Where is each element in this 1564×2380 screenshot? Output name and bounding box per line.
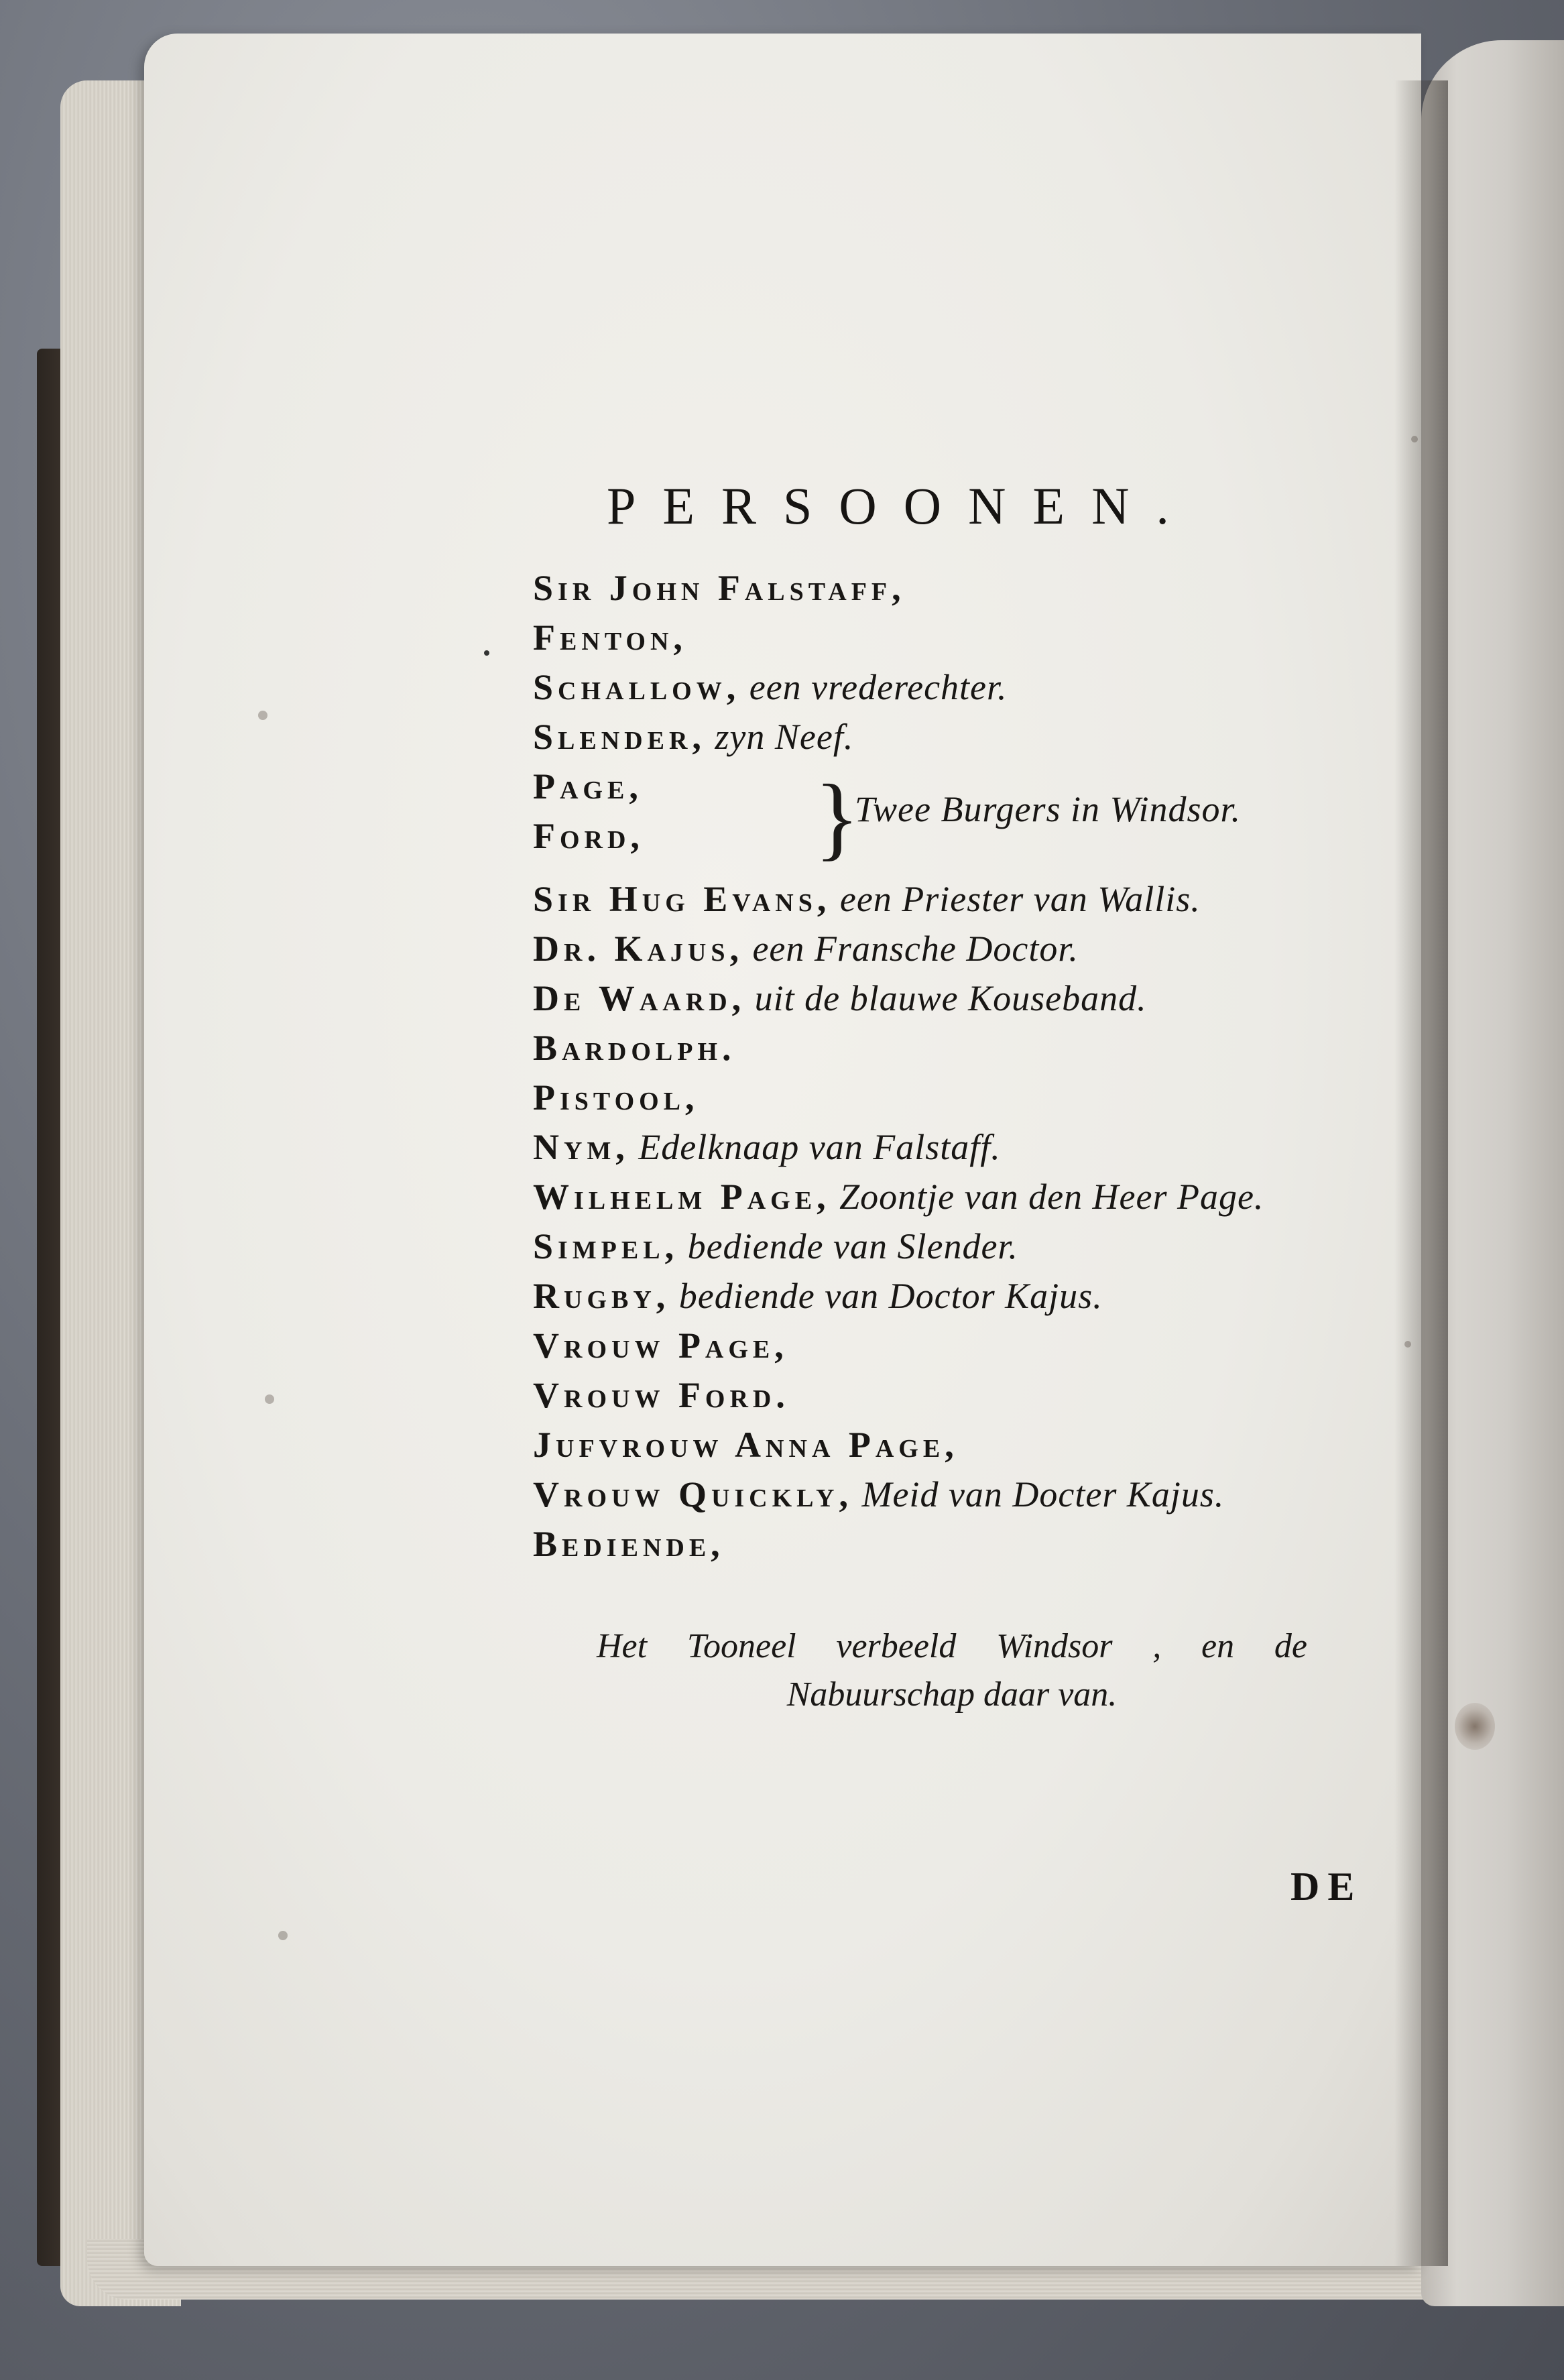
cast-name: Sir Hug Evans, — [533, 879, 831, 919]
cast-row — [533, 712, 1264, 762]
cast-pair-group — [533, 762, 1264, 870]
cast-row — [533, 1321, 1264, 1370]
cast-description: zyn Neef. — [715, 717, 854, 757]
cast-name: Slender, — [533, 717, 706, 757]
cast-name: Bardolph. — [533, 1028, 736, 1068]
catchword: DE — [1290, 1864, 1363, 1909]
cast-row — [533, 613, 1264, 662]
cast-row — [533, 1073, 1264, 1122]
cast-description: Zoontje van den Heer Page. — [839, 1177, 1264, 1217]
cast-name: Pistool, — [533, 1077, 699, 1118]
dust-speck — [278, 1931, 288, 1940]
dust-speck — [265, 1394, 274, 1404]
cast-description: bediende van Doctor Kajus. — [678, 1276, 1103, 1316]
cast-row — [533, 1271, 1264, 1321]
cast-row — [533, 662, 1264, 712]
cast-list — [533, 563, 1264, 1569]
scene-note: Het Tooneel verbeeld Windsor , en de Nabuurschap daar van. — [597, 1627, 1307, 1714]
cast-name: Vrouw Ford. — [533, 1375, 790, 1415]
cast-name: De Waard, — [533, 978, 746, 1018]
cast-description: een vrederechter. — [749, 667, 1008, 707]
cast-name: Sir John Falstaff, — [533, 568, 906, 608]
cast-row — [533, 1172, 1264, 1222]
cast-description: een Fransche Doctor. — [752, 929, 1079, 969]
brace-glyph: } — [815, 766, 860, 870]
cast-row — [533, 1122, 1264, 1172]
cast-name: Wilhelm Page, — [533, 1177, 831, 1217]
cast-name: Page, — [533, 766, 643, 807]
cast-name: Fenton, — [533, 617, 687, 658]
margin-dot — [484, 650, 489, 656]
cast-row — [533, 1470, 1264, 1519]
cast-row — [533, 1420, 1264, 1470]
cast-row — [533, 1519, 1264, 1569]
cast-row — [533, 973, 1264, 1023]
cast-description: Edelknaap van Falstaff. — [638, 1127, 1001, 1167]
cast-description: bediende van Slender. — [687, 1226, 1018, 1266]
page-title: PERSOONEN. — [607, 477, 1196, 535]
cast-name: Ford, — [533, 816, 644, 856]
cast-row — [533, 1370, 1264, 1420]
cast-row — [533, 563, 1264, 613]
cast-name: Jufvrouw Anna Page, — [533, 1425, 959, 1465]
dust-speck — [258, 711, 267, 720]
cast-name: Vrouw Page, — [533, 1325, 788, 1366]
cast-row — [533, 874, 1264, 924]
cast-row — [533, 924, 1264, 973]
foxing-stain — [1455, 1703, 1495, 1750]
cast-name: Vrouw Quickly, — [533, 1474, 853, 1514]
cast-pair-description: Twee Burgers in Windsor. — [855, 789, 1242, 829]
cast-name: Dr. Kajus, — [533, 929, 743, 969]
cast-name: Simpel, — [533, 1226, 679, 1266]
gutter-shadow — [1394, 80, 1448, 2266]
cast-row — [533, 1023, 1264, 1073]
cast-description: uit de blauwe Kouseband. — [754, 978, 1147, 1018]
cast-description: Meid van Docter Kajus. — [861, 1474, 1225, 1514]
cast-row — [533, 1222, 1264, 1271]
cast-name: Rugby, — [533, 1276, 670, 1316]
cast-name: Nym, — [533, 1127, 629, 1167]
cast-name: Schallow, — [533, 667, 741, 707]
cast-description: een Priester van Wallis. — [839, 879, 1201, 919]
cast-name: Bediende, — [533, 1524, 725, 1564]
